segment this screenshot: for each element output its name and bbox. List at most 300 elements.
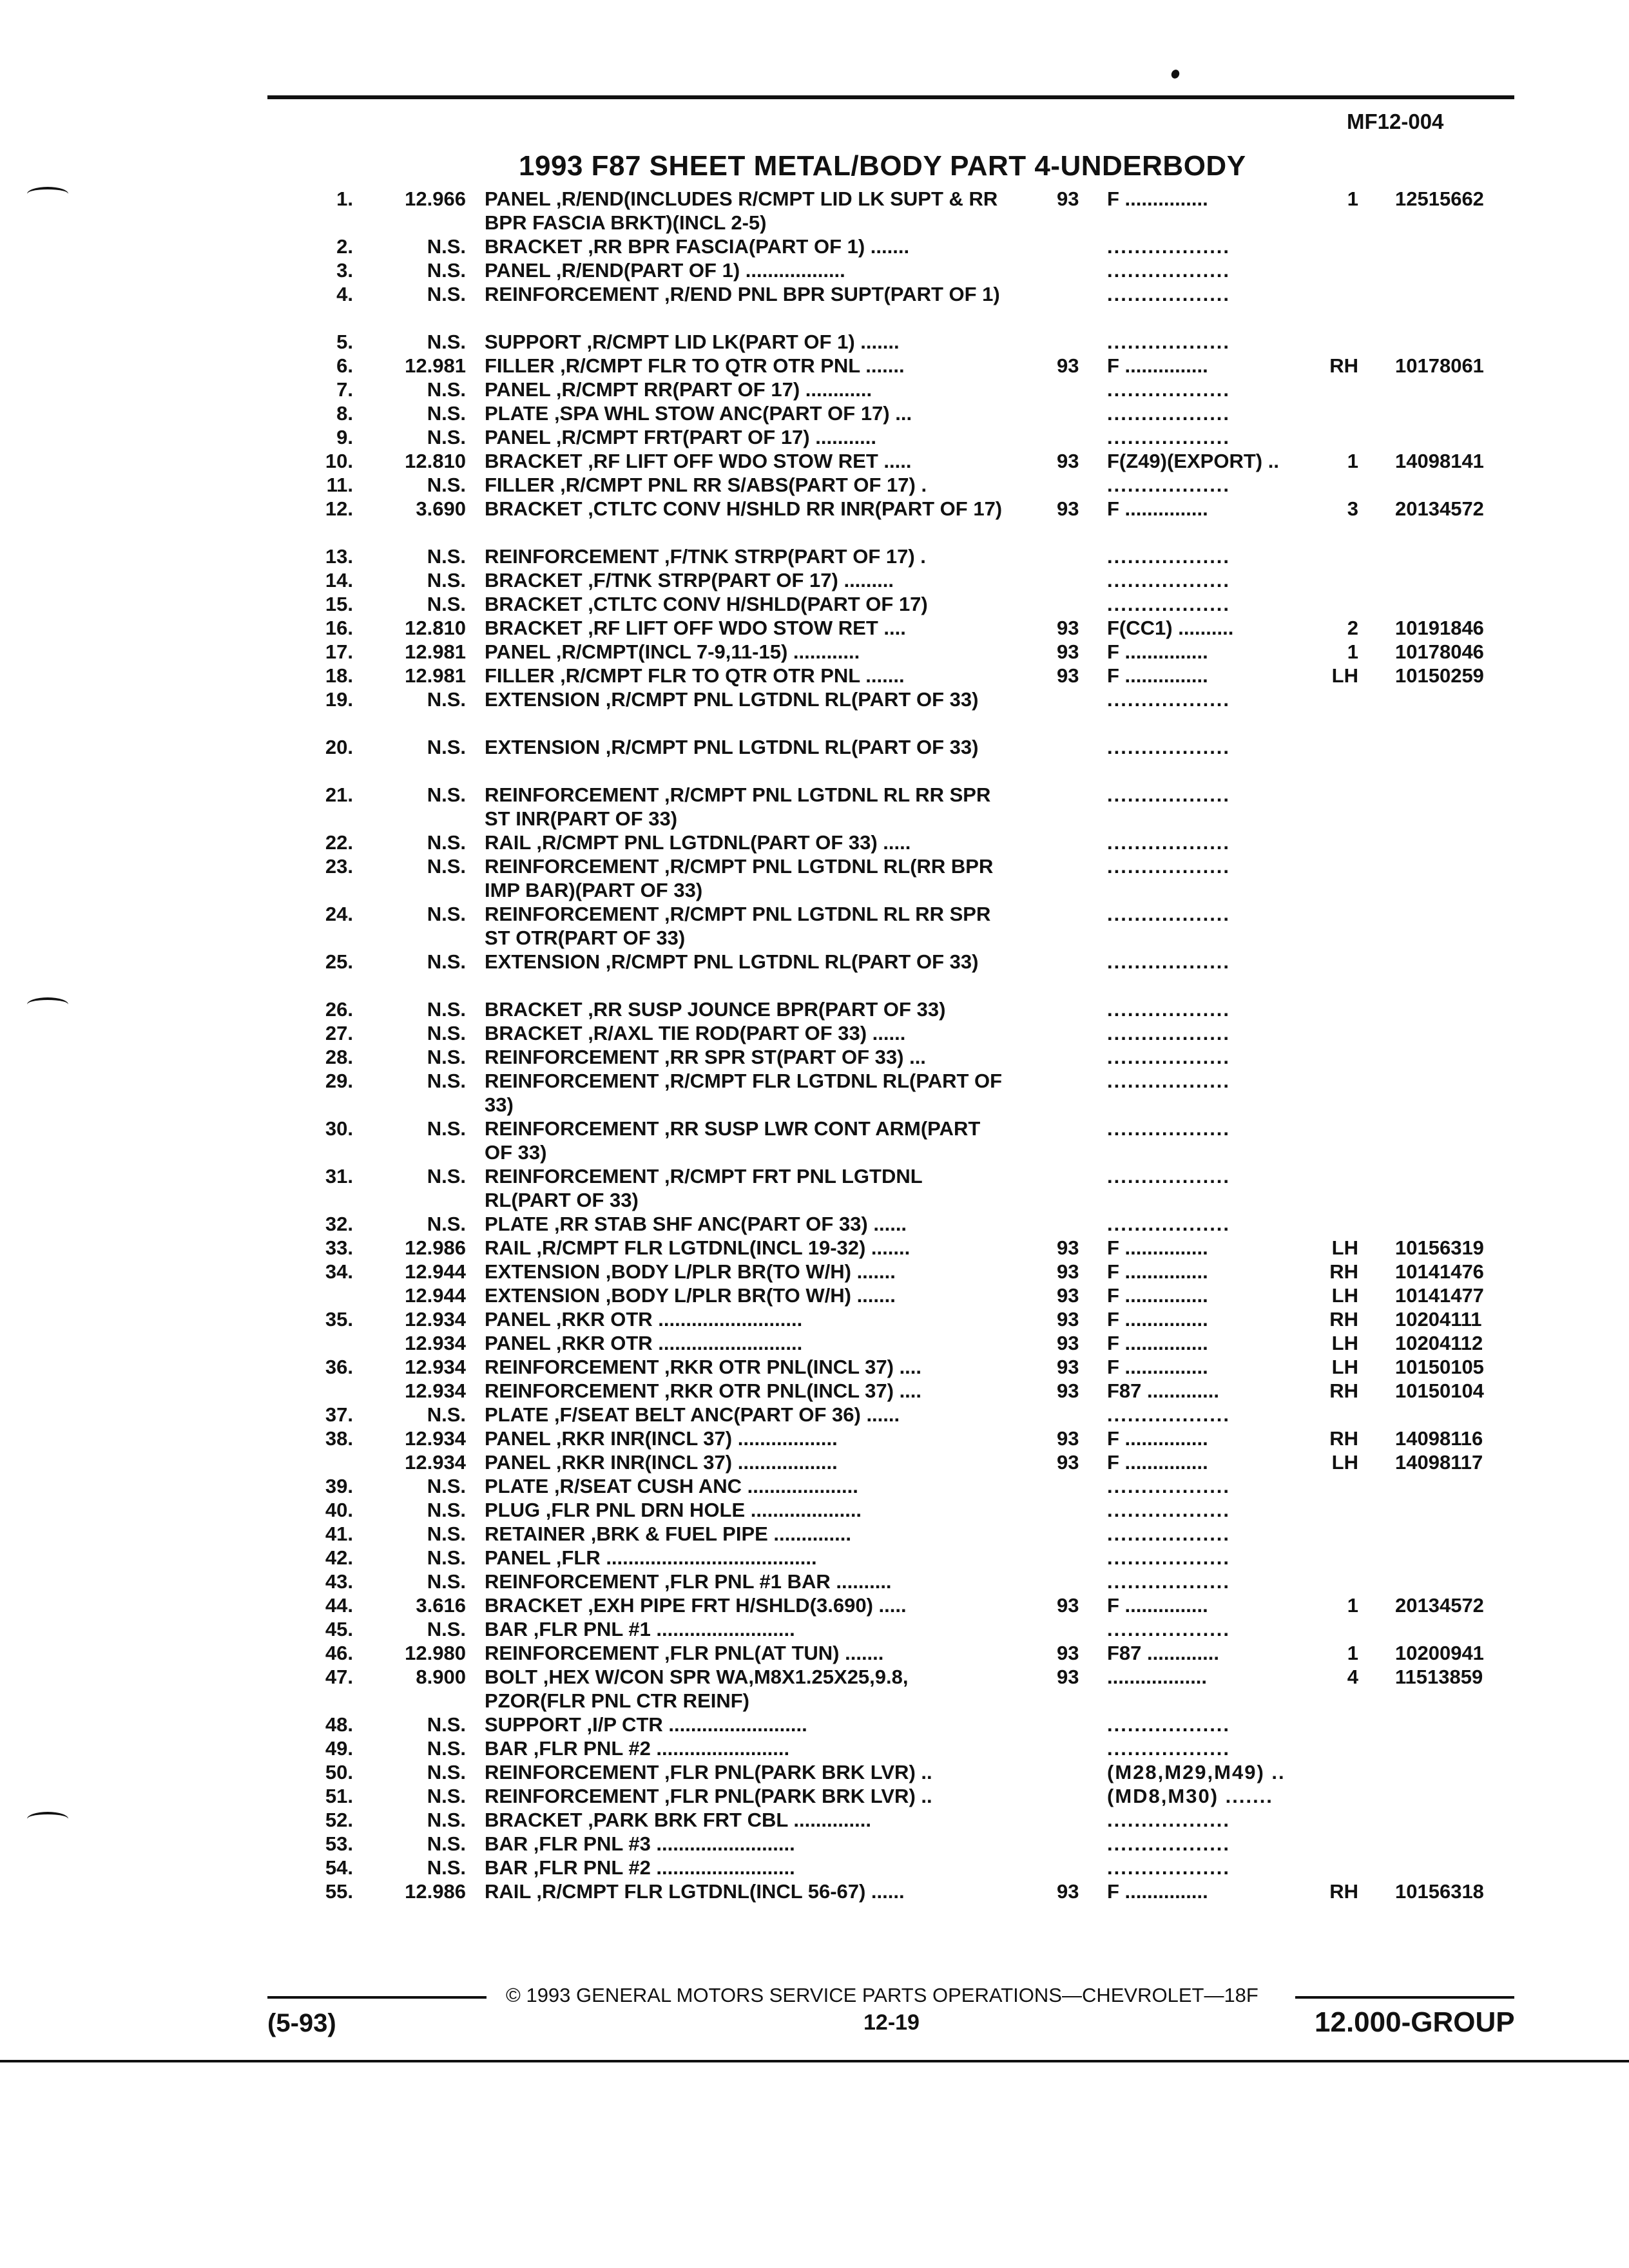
item-number: 35. (325, 1308, 353, 1331)
table-row (0, 1760, 1629, 1784)
part-name: REINFORCEMENT (485, 1356, 659, 1378)
application: F ............... (1107, 1880, 1208, 1903)
model-year: 93 (1057, 1284, 1079, 1307)
application: F ............... (1107, 664, 1208, 687)
part-description (485, 640, 1010, 664)
part-description (485, 1498, 1010, 1522)
table-row (0, 282, 1629, 330)
part-name: REINFORCEMENT (485, 855, 659, 878)
part-number: 12515662 (1395, 187, 1484, 210)
model-year: 93 (1057, 1594, 1079, 1617)
item-number: 20. (325, 736, 353, 758)
table-row (0, 1164, 1629, 1212)
part-description (485, 1784, 1010, 1808)
part-name: BAR (485, 1618, 528, 1640)
model-year: 93 (1057, 1379, 1079, 1402)
ink-mark (1170, 68, 1181, 80)
part-description (485, 1403, 1010, 1427)
price-group: 3.616 (416, 1594, 466, 1617)
application: .................. (1107, 426, 1231, 448)
item-number: 48. (325, 1713, 353, 1736)
model-year: 93 (1057, 1880, 1079, 1903)
part-detail: ,F/TNK STRP(PART OF 17) ......... (588, 569, 894, 591)
price-group: N.S. (427, 331, 466, 353)
part-number: 14098141 (1395, 450, 1484, 472)
part-number: 10150105 (1395, 1356, 1484, 1378)
item-number: 52. (325, 1809, 353, 1831)
group-label: 12.000-GROUP (1315, 2006, 1515, 2038)
quantity: LH (1331, 1332, 1358, 1354)
price-group: N.S. (427, 1523, 466, 1545)
item-number: 5. (336, 331, 353, 353)
part-detail: ,RKR INR(INCL 37) .................. (555, 1451, 838, 1474)
part-detail: ,F/SEAT BELT ANC(PART OF 36) ...... (554, 1403, 900, 1426)
item-number: 3. (336, 259, 353, 282)
price-group: 12.810 (405, 450, 466, 472)
item-number: 38. (325, 1427, 353, 1450)
item-number: 9. (336, 426, 353, 448)
part-number: 10156318 (1395, 1880, 1484, 1903)
application: F ............... (1107, 1427, 1208, 1450)
table-row (0, 1546, 1629, 1570)
price-group: N.S. (427, 235, 466, 258)
table-row (0, 1570, 1629, 1593)
part-name: PLATE (485, 402, 549, 425)
part-detail: ,R/CMPT FLR LGTDNL(INCL 19-32) ....... (536, 1236, 911, 1259)
table-row (0, 1450, 1629, 1474)
price-group: N.S. (427, 1046, 466, 1068)
part-name: REINFORCEMENT (485, 1570, 659, 1593)
application: F ............... (1107, 1236, 1208, 1259)
table-row (0, 854, 1629, 902)
part-detail: ,HEX W/CON SPR WA,M8X1.25X25,9.8, PZOR(FLR PNL CTR REINF) (485, 1666, 909, 1712)
item-number: 22. (325, 831, 353, 854)
application: (MD8,M30) ....... (1107, 1785, 1273, 1807)
price-group: 12.981 (405, 664, 466, 687)
part-description (485, 1856, 1010, 1879)
quantity: 4 (1347, 1666, 1358, 1688)
part-description (485, 1760, 1010, 1784)
part-description (485, 235, 1010, 258)
part-description (485, 616, 1010, 640)
part-detail: ,RKR OTR .......................... (555, 1308, 803, 1331)
item-number: 41. (325, 1523, 353, 1545)
part-name: BAR (485, 1856, 528, 1879)
part-number: 14098116 (1395, 1427, 1483, 1450)
item-number: 18. (325, 664, 353, 687)
part-detail: ,R/CMPT LID LK(PART OF 1) ....... (586, 331, 900, 353)
table-row (0, 902, 1629, 950)
quantity: RH (1329, 1308, 1358, 1331)
part-detail: ,FLR PNL #1 BAR .......... (664, 1570, 892, 1593)
part-detail: ,R/CMPT FRT(PART OF 17) ........... (555, 426, 876, 448)
part-name: PANEL (485, 426, 551, 448)
model-year: 93 (1057, 1642, 1079, 1664)
item-number: 6. (336, 354, 353, 377)
part-detail: ,RKR OTR PNL(INCL 37) .... (664, 1379, 922, 1402)
table-row (0, 1665, 1629, 1713)
application: .................. (1107, 831, 1231, 854)
part-description (485, 1212, 1010, 1236)
part-description (485, 950, 1010, 974)
application: F ............... (1107, 640, 1208, 663)
part-description (485, 1593, 1010, 1617)
part-description (485, 1474, 1010, 1498)
part-detail: ,R/CMPT FLR LGTDNL RL(PART OF 33) (485, 1070, 1003, 1116)
application: .................. (1107, 855, 1231, 878)
price-group: 12.986 (405, 1880, 466, 1903)
doc-code: MF12-004 (1347, 110, 1444, 133)
application: F ............... (1107, 354, 1208, 377)
table-row (0, 378, 1629, 401)
part-description (485, 1427, 1010, 1450)
part-detail: ,BODY L/PLR BR(TO W/H) ....... (605, 1284, 896, 1307)
part-name: EXTENSION (485, 736, 601, 758)
part-detail: ,RKR OTR PNL(INCL 37) .... (664, 1356, 922, 1378)
application: .................. (1107, 736, 1231, 758)
application: F ............... (1107, 1332, 1208, 1354)
item-number: 37. (325, 1403, 353, 1426)
price-group: N.S. (427, 426, 466, 448)
application: F ............... (1107, 1594, 1208, 1617)
model-year: 93 (1057, 664, 1079, 687)
part-detail: ,F/TNK STRP(PART OF 17) . (664, 545, 926, 568)
part-description (485, 497, 1010, 521)
part-name: REINFORCEMENT (485, 1070, 659, 1092)
model-year: 93 (1057, 1427, 1079, 1450)
item-number: 21. (325, 783, 353, 806)
part-detail: ,FLR PNL #2 ........................ (533, 1737, 790, 1760)
model-year: 93 (1057, 1236, 1079, 1259)
price-group: N.S. (427, 569, 466, 591)
part-detail: ,R/AXL TIE ROD(PART OF 33) ...... (588, 1022, 906, 1044)
part-name: EXTENSION (485, 1260, 601, 1283)
item-number: 34. (325, 1260, 353, 1283)
application: .................. (1107, 1809, 1231, 1831)
table-row (0, 235, 1629, 258)
table-row (0, 354, 1629, 378)
application: .................. (1107, 688, 1231, 711)
item-number: 40. (325, 1499, 353, 1521)
part-name: REINFORCEMENT (485, 783, 659, 806)
part-number: 10191846 (1395, 617, 1484, 639)
part-detail: ,PARK BRK FRT CBL .............. (588, 1809, 871, 1831)
application: .................. (1107, 1499, 1231, 1521)
part-description (485, 1736, 1010, 1760)
application: .................. (1107, 1546, 1231, 1569)
item-number: 49. (325, 1737, 353, 1760)
application: .................. (1107, 569, 1231, 591)
part-description (485, 1355, 1010, 1379)
price-group: N.S. (427, 903, 466, 925)
table-row (0, 401, 1629, 425)
part-name: BRACKET (485, 1594, 583, 1617)
part-description (485, 1307, 1010, 1331)
item-number: 1. (336, 187, 353, 210)
quantity: 1 (1347, 640, 1358, 663)
quantity: LH (1331, 1236, 1358, 1259)
part-description (485, 902, 1010, 950)
part-description (485, 687, 1010, 711)
part-detail: ,R/CMPT PNL LGTDNL RL(PART OF 33) (605, 950, 979, 973)
part-detail: ,R/CMPT FLR LGTDNL(INCL 56-67) ...... (536, 1880, 905, 1903)
table-row (0, 831, 1629, 854)
table-row (0, 1427, 1629, 1450)
model-year: 93 (1057, 1308, 1079, 1331)
part-name: PLATE (485, 1213, 549, 1235)
footer-date: (5-93) (267, 2009, 336, 2037)
part-description (485, 330, 1010, 354)
price-group: N.S. (427, 736, 466, 758)
part-description (485, 1117, 1010, 1164)
application: .................. (1107, 259, 1231, 282)
price-group: N.S. (427, 259, 466, 282)
table-row (0, 687, 1629, 735)
part-description (485, 997, 1010, 1021)
table-row (0, 640, 1629, 664)
part-detail: ,FLR PNL DRN HOLE .................... (545, 1499, 862, 1521)
part-name: BRACKET (485, 569, 583, 591)
part-description (485, 544, 1010, 568)
part-number: 10178061 (1395, 354, 1484, 377)
price-group: N.S. (427, 1856, 466, 1879)
table-row (0, 664, 1629, 687)
table-row (0, 1403, 1629, 1427)
table-row (0, 1307, 1629, 1331)
price-group: N.S. (427, 378, 466, 401)
item-number: 28. (325, 1046, 353, 1068)
part-detail: ,RF LIFT OFF WDO STOW RET .... (588, 617, 906, 639)
price-group: 12.986 (405, 1236, 466, 1259)
part-description (485, 854, 1010, 902)
footer-rule (267, 1996, 487, 1999)
part-name: BRACKET (485, 497, 583, 520)
table-row (0, 1879, 1629, 1903)
part-description (485, 1283, 1010, 1307)
price-group: 12.944 (405, 1260, 466, 1283)
application: F ............... (1107, 1260, 1208, 1283)
item-number: 47. (325, 1666, 353, 1688)
table-row (0, 544, 1629, 568)
part-detail: ,R/CMPT PNL LGTDNL RL RR SPR ST OTR(PART OF 33) (485, 903, 991, 949)
price-group: N.S. (427, 1475, 466, 1497)
part-detail: ,FLR PNL(PARK BRK LVR) .. (664, 1761, 932, 1783)
price-group: N.S. (427, 950, 466, 973)
part-name: PANEL (485, 1308, 551, 1331)
part-name: PANEL (485, 187, 551, 210)
part-number: 10200941 (1395, 1642, 1484, 1664)
part-name: RAIL (485, 831, 531, 854)
part-number: 10141476 (1395, 1260, 1484, 1283)
price-group: N.S. (427, 545, 466, 568)
quantity: LH (1331, 1284, 1358, 1307)
price-group: N.S. (427, 1570, 466, 1593)
item-number: 4. (336, 283, 353, 305)
quantity: RH (1329, 1260, 1358, 1283)
quantity: 1 (1347, 450, 1358, 472)
application: .................. (1107, 235, 1231, 258)
part-detail: ,FLR PNL(PARK BRK LVR) .. (664, 1785, 932, 1807)
price-group: 12.981 (405, 640, 466, 663)
part-description (485, 568, 1010, 592)
table-row (0, 1617, 1629, 1641)
part-name: BRACKET (485, 998, 583, 1021)
part-number: 10141477 (1395, 1284, 1484, 1307)
part-name: PLATE (485, 1403, 549, 1426)
part-number: 10178046 (1395, 640, 1484, 663)
part-detail: ,R/CMPT FLR TO QTR OTR PNL ....... (560, 664, 905, 687)
part-description (485, 1641, 1010, 1665)
part-detail: ,FLR PNL #3 ......................... (533, 1832, 795, 1855)
part-name: PLUG (485, 1499, 541, 1521)
price-group: N.S. (427, 1785, 466, 1807)
item-number: 29. (325, 1070, 353, 1092)
part-name: BRACKET (485, 1809, 583, 1831)
model-year: 93 (1057, 1332, 1079, 1354)
application: .................. (1107, 402, 1231, 425)
part-detail: ,R/CMPT PNL RR S/ABS(PART OF 17) . (560, 474, 927, 496)
part-description (485, 1379, 1010, 1403)
parts-list (0, 187, 1629, 1903)
part-name: FILLER (485, 354, 555, 377)
table-row (0, 1593, 1629, 1617)
table-row (0, 1212, 1629, 1236)
part-name: PANEL (485, 378, 551, 401)
item-number: 24. (325, 903, 353, 925)
footer-copyright: © 1993 GENERAL MOTORS SERVICE PARTS OPERATIONS—CHEVROLET—18F (506, 1984, 1258, 2006)
part-number: 10150104 (1395, 1379, 1484, 1402)
item-number: 44. (325, 1594, 353, 1617)
part-description (485, 1045, 1010, 1069)
price-group: N.S. (427, 1117, 466, 1140)
part-name: PANEL (485, 259, 551, 282)
application: .................. (1107, 950, 1231, 973)
part-description (485, 664, 1010, 687)
part-detail: ,SPA WHL STOW ANC(PART OF 17) ... (554, 402, 912, 425)
part-name: BRACKET (485, 593, 583, 615)
part-description (485, 1021, 1010, 1045)
table-row (0, 735, 1629, 783)
part-name: FILLER (485, 474, 555, 496)
part-detail: ,R/CMPT PNL LGTDNL RL RR SPR ST INR(PART OF 33) (485, 783, 991, 830)
application: F ............... (1107, 1284, 1208, 1307)
price-group: N.S. (427, 1070, 466, 1092)
quantity: LH (1331, 1451, 1358, 1474)
part-detail: ,RF LIFT OFF WDO STOW RET ..... (588, 450, 912, 472)
item-number: 10. (325, 450, 353, 472)
model-year: 93 (1057, 1451, 1079, 1474)
table-row (0, 425, 1629, 449)
item-number: 25. (325, 950, 353, 973)
price-group: N.S. (427, 855, 466, 878)
price-group: N.S. (427, 1213, 466, 1235)
application: .................. (1107, 1022, 1231, 1044)
part-description (485, 1450, 1010, 1474)
part-detail: ,RKR OTR .......................... (555, 1332, 803, 1354)
part-detail: ,FLR PNL #2 ......................... (533, 1856, 795, 1879)
application: .................. (1107, 1856, 1231, 1879)
table-row (0, 330, 1629, 354)
part-description (485, 1808, 1010, 1832)
part-name: FILLER (485, 664, 555, 687)
part-description (485, 1665, 1010, 1713)
item-number: 16. (325, 617, 353, 639)
price-group: N.S. (427, 1809, 466, 1831)
part-name: REINFORCEMENT (485, 903, 659, 925)
part-name: EXTENSION (485, 950, 601, 973)
quantity: 3 (1347, 497, 1358, 520)
application: F(Z49)(EXPORT) .. (1107, 450, 1279, 472)
part-name: REINFORCEMENT (485, 283, 659, 305)
application: .................. (1107, 998, 1231, 1021)
table-row (0, 950, 1629, 997)
item-number: 45. (325, 1618, 353, 1640)
part-description (485, 401, 1010, 425)
bottom-rule (0, 2060, 1629, 2062)
part-name: BAR (485, 1832, 528, 1855)
price-group: N.S. (427, 283, 466, 305)
application: F87 ............. (1107, 1379, 1219, 1402)
part-description (485, 187, 1010, 235)
item-number: 33. (325, 1236, 353, 1259)
price-group: N.S. (427, 1832, 466, 1855)
part-description (485, 1260, 1010, 1283)
table-row (0, 1832, 1629, 1856)
application: .................. (1107, 1213, 1231, 1235)
part-name: EXTENSION (485, 688, 601, 711)
item-number: 32. (325, 1213, 353, 1235)
item-number: 17. (325, 640, 353, 663)
price-group: N.S. (427, 783, 466, 806)
model-year: 93 (1057, 617, 1079, 639)
table-row (0, 1856, 1629, 1879)
application: .................. (1107, 1832, 1231, 1855)
part-detail: ,RKR INR(INCL 37) .................. (555, 1427, 838, 1450)
part-detail: ,R/END PNL BPR SUPT(PART OF 1) (664, 283, 1000, 305)
part-detail: ,R/CMPT RR(PART OF 17) ............ (555, 378, 872, 401)
quantity: RH (1329, 1427, 1358, 1450)
part-name: RETAINER (485, 1523, 586, 1545)
table-row (0, 497, 1629, 544)
part-description (485, 449, 1010, 473)
table-row (0, 1641, 1629, 1665)
application: .................. (1107, 1570, 1231, 1593)
price-group: 12.944 (405, 1284, 466, 1307)
part-description (485, 258, 1010, 282)
part-description (485, 425, 1010, 449)
part-detail: ,R/END(PART OF 1) .................. (555, 259, 845, 282)
price-group: N.S. (427, 593, 466, 615)
item-number: 19. (325, 688, 353, 711)
price-group: N.S. (427, 1165, 466, 1187)
part-detail: ,CTLTC CONV H/SHLD RR INR(PART OF 17) (588, 497, 1003, 520)
footer-rule (1295, 1996, 1514, 1999)
item-number: 54. (325, 1856, 353, 1879)
item-number: 23. (325, 855, 353, 878)
item-number: 51. (325, 1785, 353, 1807)
item-number: 42. (325, 1546, 353, 1569)
quantity: RH (1329, 1379, 1358, 1402)
price-group: N.S. (427, 1618, 466, 1640)
part-detail: ,R/CMPT(INCL 7-9,11-15) ............ (555, 640, 860, 663)
part-name: PANEL (485, 1546, 551, 1569)
part-number: 11513859 (1395, 1666, 1483, 1688)
part-description (485, 831, 1010, 854)
application: F ............... (1107, 1356, 1208, 1378)
item-number: 11. (326, 474, 353, 496)
model-year: 93 (1057, 1260, 1079, 1283)
item-number: 7. (336, 378, 353, 401)
